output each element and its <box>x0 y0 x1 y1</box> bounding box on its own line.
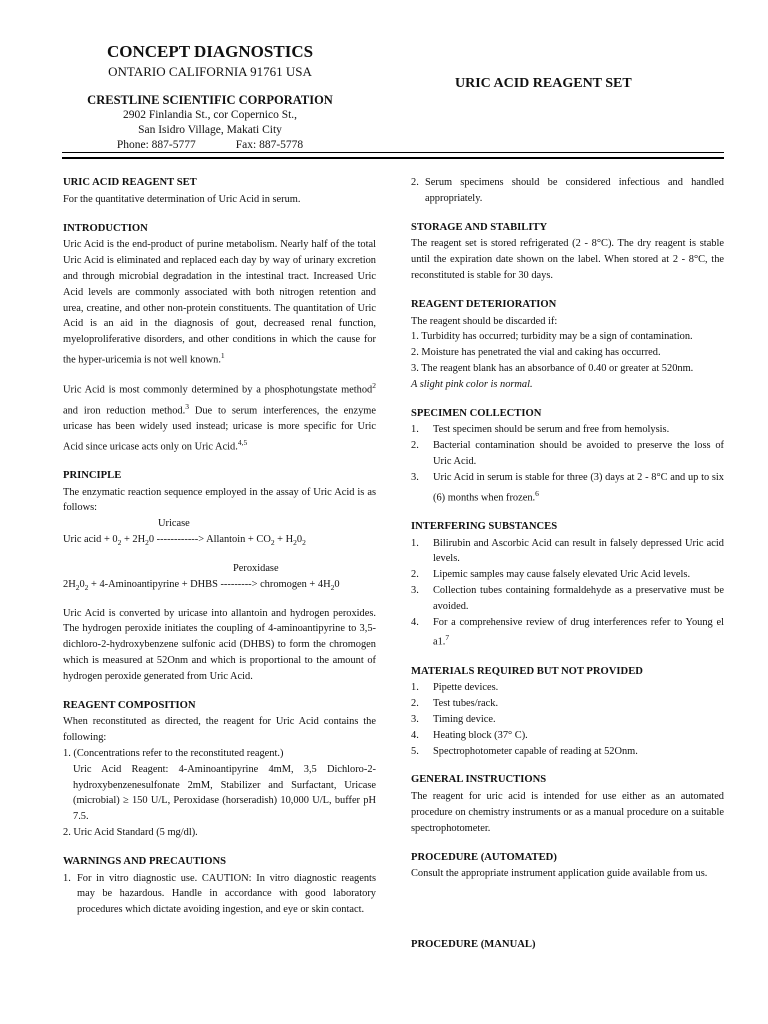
automated-text: Consult the appropriate instrument application guide available from us. <box>411 868 708 880</box>
section-heading: PRINCIPLE <box>63 469 122 481</box>
intro-paragraph-1: Uric Acid is the end-product of purine metabolism. Nearly half of the total Uric Acid is eliminated and replaced each day by way of urinary excretion and through microbial degradation in the intestinal tract. Increased Uric Acid levels are commonly associated with both nitrogen retention and urea, creatine, and other non-protein constituents. The quantitation of Uric Acid is an aid in the diagnosis of gout, decreased renal function, myeloproliferative disorders, and other conditions in which the cause for the hyper-uricemia is not well known.$^1$ <box>63 239 376 366</box>
composition-item-1-detail: Uric Acid Reagent: 4-Aminoantipyrine 4mM, 3,5 Dichloro-2-hydroxybenzenesulfonate 2mM, Stabilizer and Surfactant, Uricase (microbial) ≥ 150 U/L, Peroxidase (horseradish) 10,000 U/L, buffer pH 7.5. <box>73 763 376 823</box>
company-location: ONTARIO CALIFORNIA 91761 USA <box>108 64 312 79</box>
composition-item-2: 2. Uric Acid Standard (5 mg/dl). <box>63 826 198 838</box>
enzyme-label-uricase: Uricase <box>158 518 190 530</box>
section-heading: SPECIMEN COLLECTION <box>411 407 542 419</box>
section-text: For the quantitative determination of Uric Acid in serum. <box>63 193 301 205</box>
section-interfering-substances <box>411 519 724 651</box>
list-item: 5. Spectrophotometer capable of reading at 52Onm. <box>411 745 638 757</box>
section-heading: REAGENT DETERIORATION <box>411 298 557 310</box>
section-heading: PROCEDURE (MANUAL) <box>411 939 536 951</box>
reaction-equation-1: Uric acid + $0_2 + 2H_20$ ------------> Allantoin + $CO_2 + H_20_2$ <box>63 534 306 548</box>
section-deterioration <box>411 297 724 393</box>
list-item: 2. Serum specimens should be considered infectious and handled appropriately. <box>411 177 724 204</box>
list-item: 2. Moisture has penetrated the vial and caking has occurred. <box>411 347 661 359</box>
list-item: 3. Timing device. <box>411 714 496 726</box>
intro-paragraph-2: Uric Acid is most commonly determined by a phosphotungstate method$^2$ and iron reduction method.$^3$ Due to serum interferences, the enzyme uricase has been widely used instead; uricase is more specific for Uric Acid since uricase acts only on Uric Acid.$^{4,5}$ <box>63 381 376 453</box>
section-heading: WARNINGS AND PRECAUTIONS <box>63 855 227 867</box>
contact-line <box>60 138 360 153</box>
header-divider-thick <box>62 157 724 159</box>
section-principle <box>63 468 376 685</box>
storage-text: The reagent set is stored refrigerated (2 - 8°C). The dry reagent is stable until the expiration date shown on the label. When stored at 2 - 8°C, the reconstituted is stable for 30 days. <box>411 238 724 281</box>
address-line-2: San Isidro Village, Makati City <box>138 124 282 136</box>
section-heading: URIC ACID REAGENT SET <box>63 177 197 188</box>
section-warnings-continued <box>411 175 724 207</box>
enzyme-label-peroxidase: Peroxidase <box>233 562 279 574</box>
section-specimen-collection <box>411 406 724 506</box>
deterioration-note: A slight pink color is normal. <box>411 378 533 390</box>
section-heading: INTRODUCTION <box>63 222 148 234</box>
section-warnings <box>63 854 376 918</box>
list-item: 2. Lipemic samples may cause falsely elevated Uric Acid levels. <box>411 569 691 581</box>
section-reagent-composition <box>63 698 376 841</box>
company-name: CONCEPT DIAGNOSTICS <box>106 42 314 61</box>
principle-text: The enzymatic reaction sequence employed in the assay of Uric Acid is as follows: <box>63 486 376 514</box>
list-item: 4. Heating block (37° C). <box>411 729 528 741</box>
section-introduction <box>63 221 376 455</box>
section-procedure-automated <box>411 850 724 883</box>
list-item: 3. The reagent blank has an absorbance of 0.40 or greater at 520nm. <box>411 362 694 374</box>
deterioration-intro: The reagent should be discarded if: <box>411 315 558 327</box>
section-heading: REAGENT COMPOSITION <box>63 699 196 711</box>
section-storage <box>411 220 724 284</box>
list-item: 2. Test tubes/rack. <box>411 698 499 710</box>
list-item: 1. Turbidity has occurred; turbidity may be a sign of contamination. <box>411 331 693 343</box>
left-column <box>63 175 376 931</box>
distributor-name: CRESTLINE SCIENTIFIC CORPORATION <box>87 93 333 107</box>
letterhead <box>60 42 360 153</box>
composition-item-1: 1. (Concentrations refer to the reconstituted reagent.) <box>63 747 284 759</box>
principle-paragraph: Uric Acid is converted by uricase into allantoin and hydrogen peroxides. The hydrogen peroxide initiates the coupling of 4-aminoantipyrine to 3,5-dichloro-2-hydroxybenzene sulfonic acid (DHBS) to form the chromogen which is measured at 52Onm and which is proportional to the amount of hydrogen peroxide generated from Uric Acid. <box>63 607 376 682</box>
section-heading: PROCEDURE (AUTOMATED) <box>411 851 557 863</box>
list-item: 3. Uric Acid in serum is stable for three (3) days at 2 - 8°C and up to six (6) months when frozen.$^6$ <box>411 471 724 504</box>
reaction-equation-2: $2H_20_2$ + 4-Aminoantipyrine + DHBS ---------> chromogen + $4H_20$ <box>63 578 340 592</box>
list-item: 1. Bilirubin and Ascorbic Acid can result in falsely depressed Uric acid levels. <box>411 537 724 565</box>
section-materials <box>411 664 724 760</box>
section-heading: MATERIALS REQUIRED BUT NOT PROVIDED <box>411 665 643 677</box>
list-item: 1. For in vitro diagnostic use. CAUTION: In vitro diagnostic reagents may be hazardous. Handle in accordance with good laboratory procedures which dictate avoiding ingestion, and eye or skin contact. <box>63 872 376 916</box>
section-procedure-manual <box>411 937 724 953</box>
list-item: 3. Collection tubes containing formaldehyde as a preservative must be avoided. <box>411 585 724 612</box>
list-item: 1. Test specimen should be serum and free from hemolysis. <box>411 424 670 436</box>
composition-text: When reconstituted as directed, the reagent for Uric Acid contains the following: <box>63 716 376 744</box>
document-title: URIC ACID REAGENT SET <box>455 76 632 91</box>
right-column <box>411 175 724 966</box>
section-heading: STORAGE AND STABILITY <box>411 221 548 233</box>
header-divider-thin <box>62 152 724 153</box>
list-item: 1. Pipette devices. <box>411 682 499 694</box>
section-heading: INTERFERING SUBSTANCES <box>411 520 558 532</box>
address-line-1: 2902 Finlandia St., cor Copernico St., <box>122 109 298 121</box>
list-item: 4. For a comprehensive review of drug interferences refer to Young el a1.$^7$ <box>411 616 724 648</box>
fax-number: Fax: 887-5778 <box>235 139 304 151</box>
section-reagent-set <box>63 175 376 208</box>
general-text: The reagent for uric acid is intended for use either as an automated procedure on chemistry instruments or as a manual procedure on a suitable spectrophotometer. <box>411 791 724 834</box>
section-heading: GENERAL INSTRUCTIONS <box>411 774 547 786</box>
section-general-instructions <box>411 772 724 836</box>
phone-number: Phone: 887-5777 <box>116 139 196 151</box>
list-item: 2. Bacterial contamination should be avoided to preserve the loss of Uric Acid. <box>411 440 724 467</box>
